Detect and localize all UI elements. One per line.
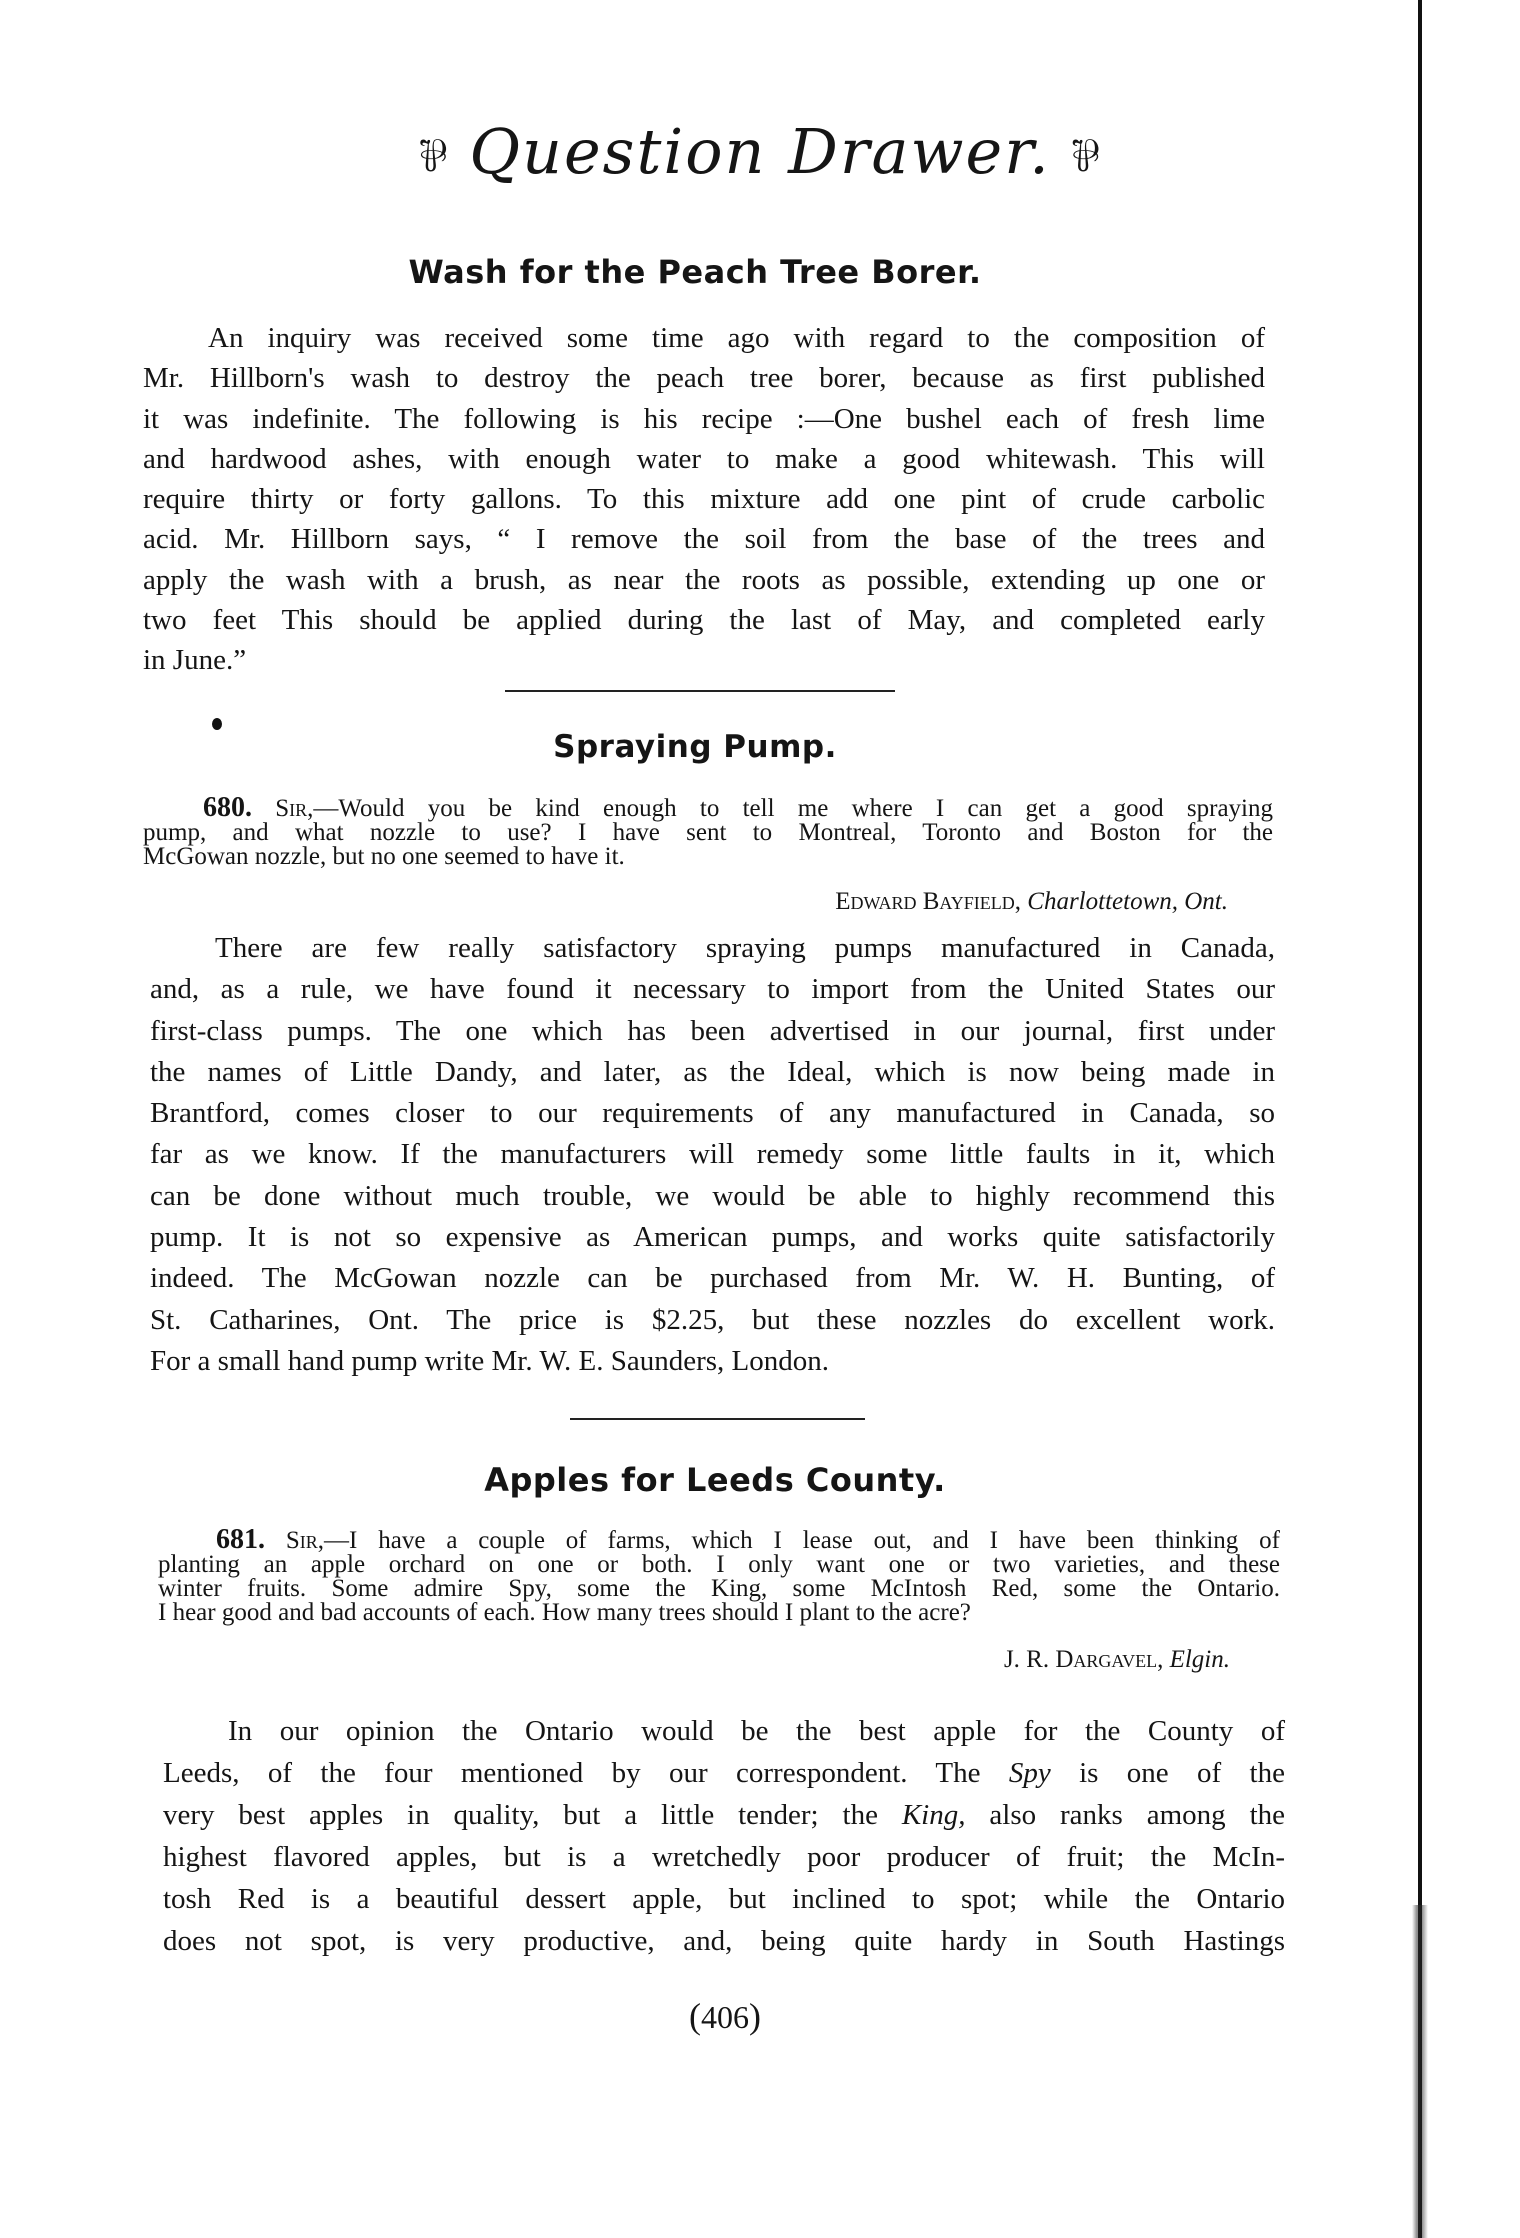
ornament-left-icon: ⅌ <box>418 130 450 182</box>
text-run: is one of the <box>1050 1757 1285 1789</box>
paragraph-line: it was indefinite. The following is his recipe :—One bushel each of fresh lime <box>143 402 1265 435</box>
paragraph-line: Mr. Hillborn's wash to destroy the peach tree borer, because as first published <box>143 362 1265 395</box>
paragraph-line <box>163 1752 1285 1794</box>
letter-line: pump, and what nozzle to use? I have sent to Montreal, Toronto and Boston for the <box>143 819 1273 846</box>
letter-salutation: Sir, <box>285 1527 325 1554</box>
letter-line: I hear good and bad accounts of each. How many trees should I plant to the acre? <box>158 1599 971 1626</box>
paragraph-line: apply the wash with a brush, as near the roots as possible, extending up one or <box>143 563 1265 596</box>
article-title-peach-tree-borer: Wash for the Peach Tree Borer. <box>408 253 982 291</box>
paragraph-line: pump. It is not so expensive as American pumps, and works quite satisfactorily <box>150 1221 1275 1254</box>
article-title-spraying-pump: Spraying Pump. <box>553 729 837 765</box>
paragraph-line: and, as a rule, we have found it necessary to import from the United States our <box>150 973 1275 1006</box>
text-run: also ranks among the <box>965 1799 1285 1831</box>
text-run: Leeds, of the four mentioned by our correspondent. The <box>163 1757 1009 1789</box>
paragraph-line: St. Catharines, Ont. The price is $2.25, but these nozzles do excellent work. <box>150 1303 1275 1336</box>
paragraph-line: There are few really satisfactory spraying pumps manufactured in Canada, <box>215 932 1275 964</box>
paragraph-line: acid. Mr. Hillborn says, “ I remove the soil from the base of the trees and <box>143 523 1265 556</box>
page-edge-rule <box>1418 0 1422 2238</box>
section-divider <box>570 1418 865 1420</box>
paragraph-line: does not spot, is very productive, and, being quite hardy in South Hastings <box>163 1925 1285 1957</box>
apple-variety-spy: Spy <box>1008 1757 1051 1789</box>
paragraph-line: two feet This should be applied during the last of May, and completed early <box>143 604 1265 637</box>
paragraph-line <box>163 1794 1285 1836</box>
text-run: very best apples in quality, but a little tender; the <box>163 1799 902 1831</box>
page-edge-smudge <box>1412 1905 1428 2238</box>
masthead-title: Question Drawer. <box>469 115 1051 188</box>
page-number: (406) <box>689 1996 761 2036</box>
ornament-right-icon: ⅌ <box>1070 130 1102 182</box>
article-body-peach-tree-borer <box>143 318 1265 681</box>
letter-text: —I have a couple of farms, which I lease out, and I have been thinking of <box>324 1527 1280 1554</box>
paragraph-line: require thirty or forty gallons. To this mixture add one pint of crude carbolic <box>143 483 1265 516</box>
signature-place: Charlottetown, Ont. <box>1027 888 1228 915</box>
letter-line: winter fruits. Some admire Spy, some the King, some McIntosh Red, some the Ontario. <box>158 1575 1280 1602</box>
signature-name: J. R. Dargavel, <box>1003 1646 1164 1673</box>
letter-line <box>158 1524 1280 1555</box>
paragraph-line: Brantford, comes closer to our requirements of any manufactured in Canada, so <box>150 1097 1275 1130</box>
masthead <box>0 112 1520 197</box>
paragraph-line: indeed. The McGowan nozzle can be purchased from Mr. W. H. Bunting, of <box>150 1262 1275 1295</box>
letter-line: McGowan nozzle, but no one seemed to have it. <box>143 843 625 870</box>
signature-name: Edward Bayfield, <box>835 888 1022 915</box>
letter-line: planting an apple orchard on one or both. I only want one or two varieties, and these <box>158 1551 1280 1578</box>
signature-place: Elgin. <box>1169 1646 1230 1673</box>
article-title-apples-leeds-county: Apples for Leeds County. <box>484 1461 946 1499</box>
paragraph-line: first-class pumps. The one which has been advertised in our journal, first under <box>150 1014 1275 1047</box>
paragraph-line: the names of Little Dandy, and later, as the Ideal, which is now being made in <box>150 1055 1275 1088</box>
paragraph-line: highest flavored apples, but is a wretchedly poor producer of fruit; the McIn- <box>163 1841 1285 1873</box>
letter-text: —Would you be kind enough to tell me where I can get a good spraying <box>313 795 1273 822</box>
paragraph-line: can be done without much trouble, we would be able to highly recommend this <box>150 1179 1275 1212</box>
letter-line <box>143 792 1273 823</box>
paragraph-line: far as we know. If the manufacturers will remedy some little faults in it, which <box>150 1138 1275 1171</box>
page-number-value: 406 <box>701 1999 749 2035</box>
letter-salutation: Sir, <box>275 795 314 822</box>
paragraph-line: An inquiry was received some time ago with regard to the composition of <box>208 322 1265 354</box>
answer-body-spraying-pump <box>150 928 1275 1382</box>
reader-letter-681 <box>158 1524 1280 1626</box>
paragraph-line: tosh Red is a beautiful dessert apple, but inclined to spot; while the Ontario <box>163 1883 1285 1915</box>
paragraph-line: For a small hand pump write Mr. W. E. Saunders, London. <box>150 1344 830 1377</box>
paragraph-line: In our opinion the Ontario would be the best apple for the County of <box>228 1715 1285 1747</box>
letter-number: 681. <box>216 1524 265 1555</box>
section-divider <box>505 690 895 692</box>
answer-body-apples-leeds-county <box>163 1710 1285 1962</box>
paragraph-line: and hardwood ashes, with enough water to make a good whitewash. This will <box>143 442 1265 475</box>
letter-signature-681 <box>700 1646 1230 1674</box>
apple-variety-king: King, <box>901 1799 966 1831</box>
reader-letter-680 <box>143 792 1273 870</box>
letter-number: 680. <box>203 792 252 823</box>
letter-signature-680 <box>600 888 1228 916</box>
paragraph-line: in June.” <box>143 644 247 677</box>
